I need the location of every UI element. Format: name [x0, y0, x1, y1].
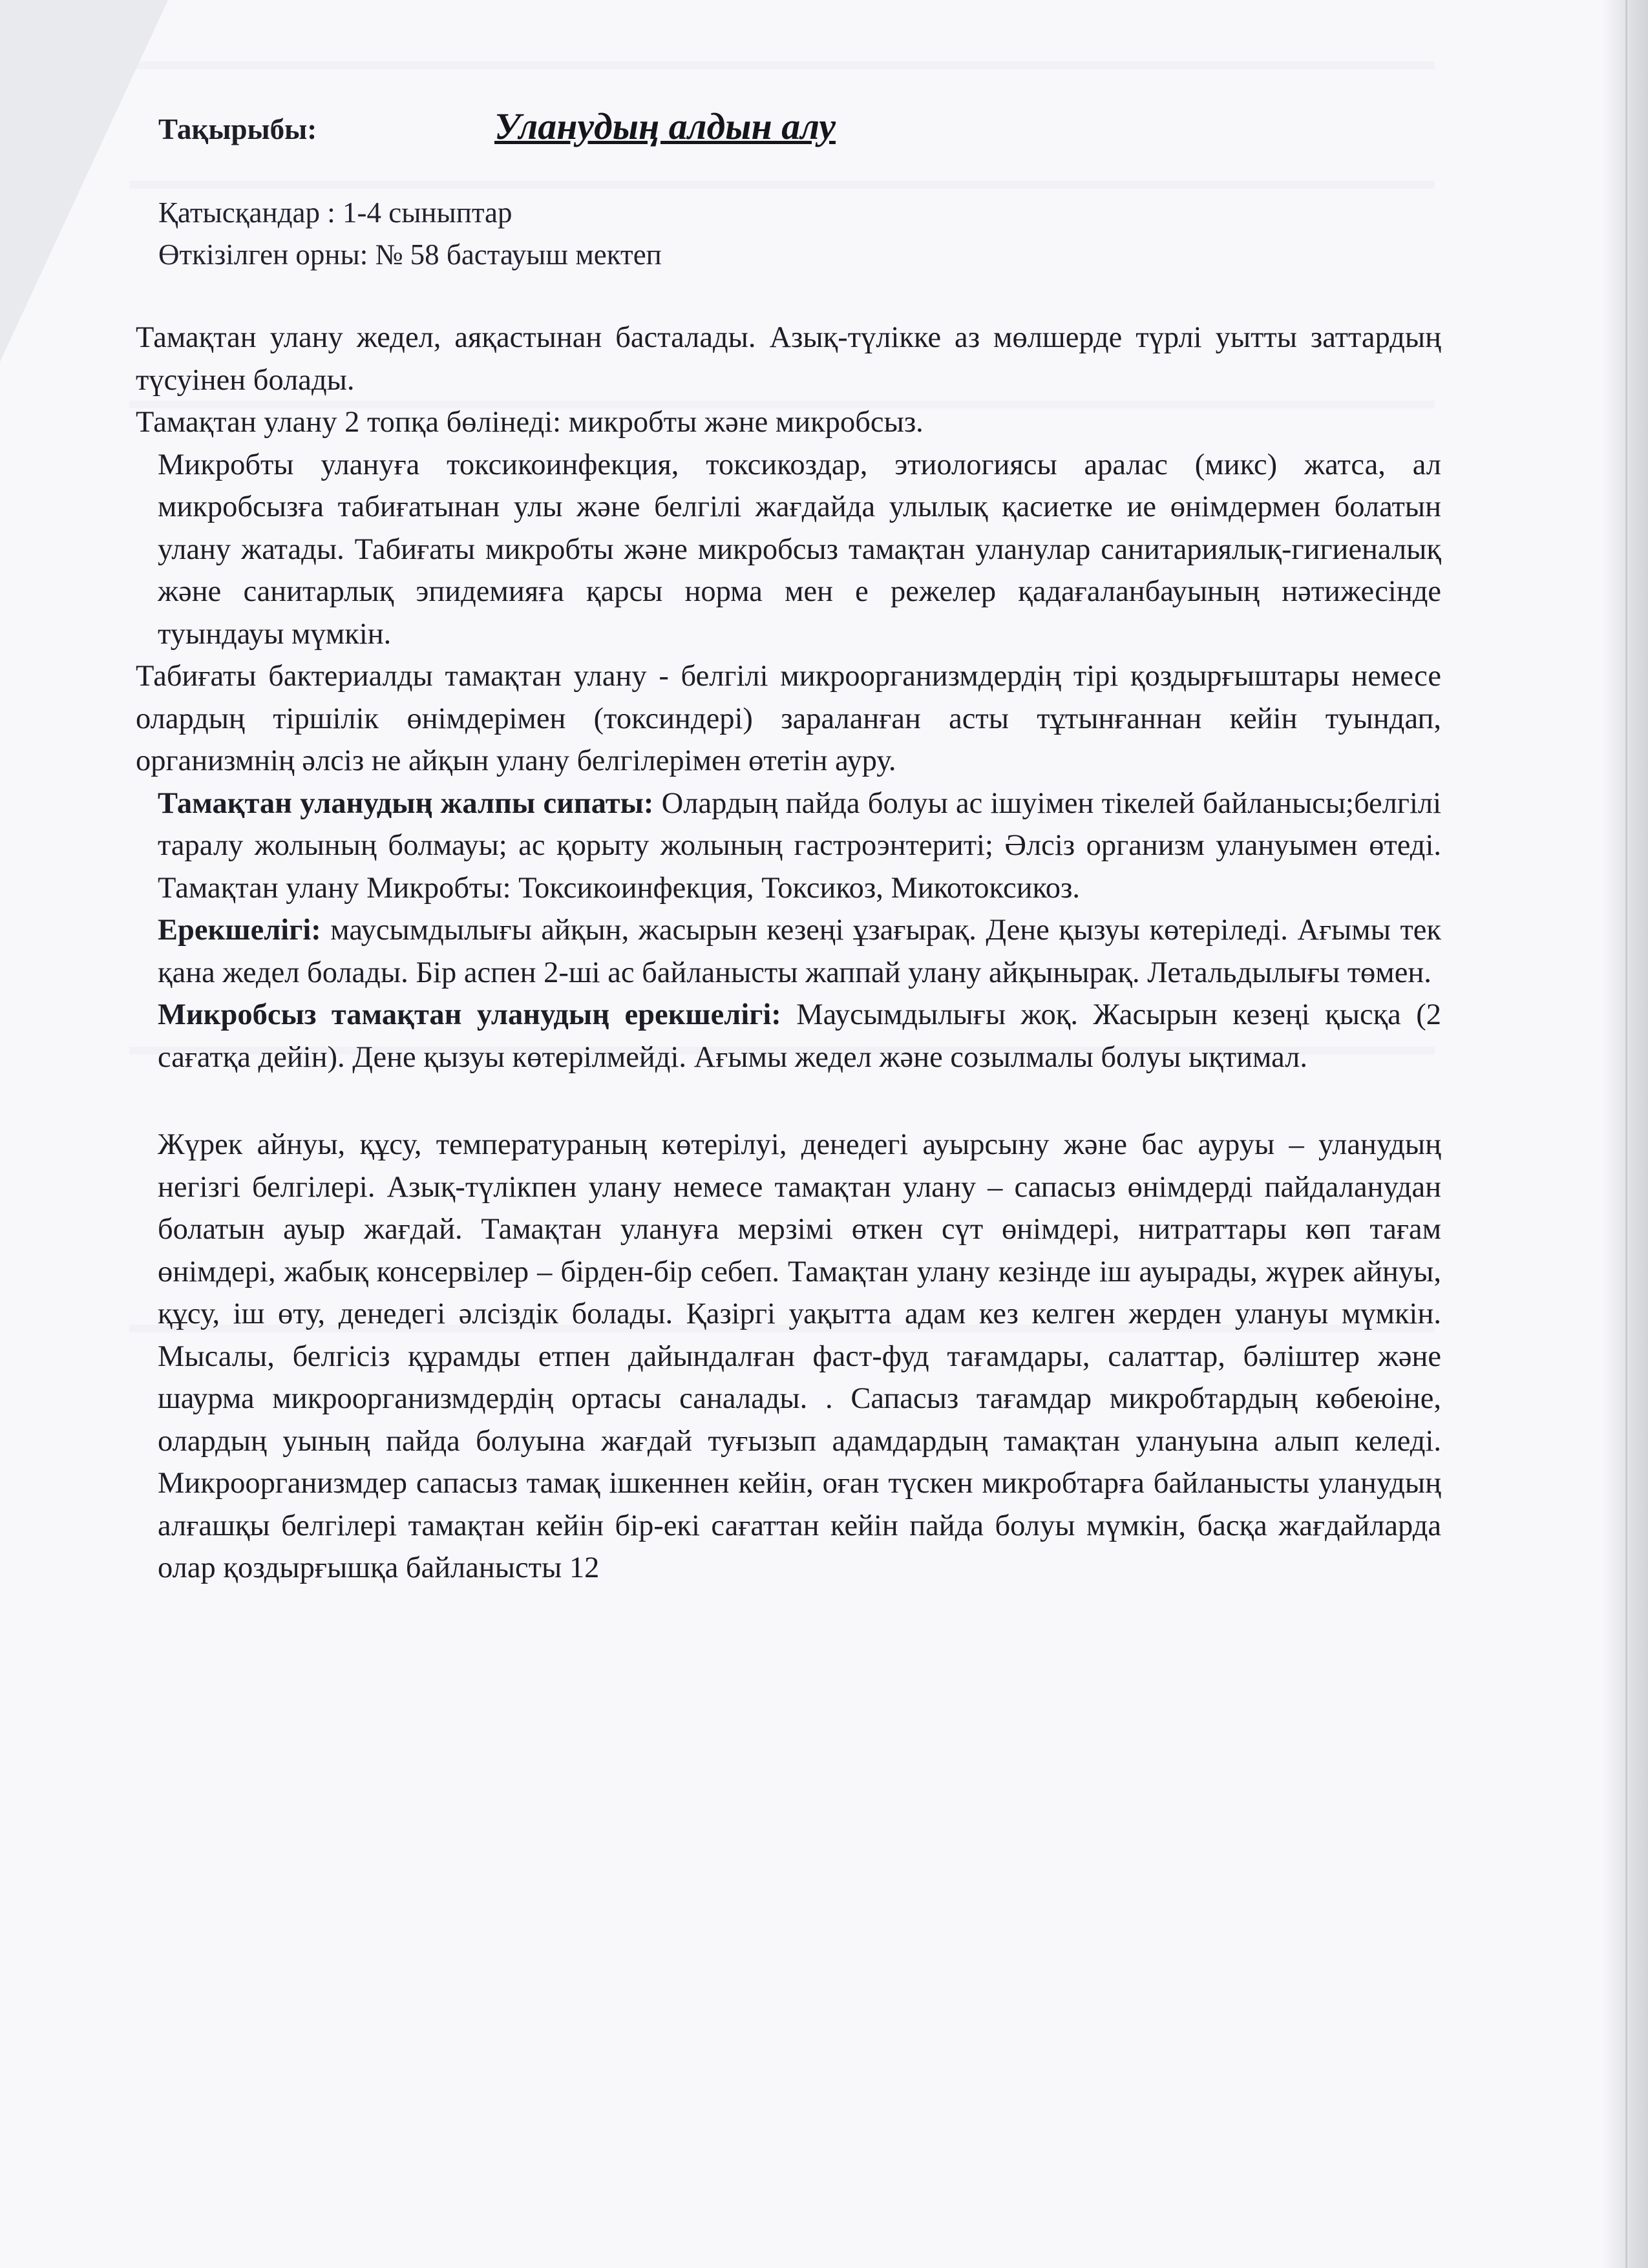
page-corner-fold [0, 0, 168, 362]
paragraph-microbial: Микробты улануға токсикоинфекция, токсикоздар, этиологиясы аралас (микс) жатса, ал микробсызға табиғатынан улы және белгілі жағдайда улылық қасиетке ие өнімдермен болатын улану жатады. Табиғаты микробты және микробсыз тамақтан уланулар санитариялық-гигиеналық және санитарлық эпидемияға қарсы норма мен е режелер қадағаланбауының нәтижесінде туындауы мүмкін. [158, 448, 1441, 651]
bleed-through [129, 61, 1435, 69]
features-heading: Ерекшелігі: [158, 914, 321, 947]
general-character-heading: Тамақтан уланудың жалпы сипаты: [158, 786, 654, 820]
topic-label: Тақырыбы: [158, 113, 317, 145]
nonmicrobial-features-text: Маусымдылығы жоқ. Жасырын кезеңі қысқа (2 сағатқа дейін). Дене қызуы көтерілмейді. Ағымы жедел және созылмалы болуы ықтимал. [158, 998, 1441, 1074]
paragraph-general-character [136, 782, 1441, 910]
paragraph-nonmicrobial-features [136, 994, 1441, 1078]
paragraph-symptoms: Жүрек айнуы, құсу, температураның көтерілуі, денедегі ауырсыну және бас ауруы – уланудың негізгі белгілері. Азық-түлікпен улану немесе тамақтан улану – сапасыз өнімдерді пайдаланудан болатын ауыр жағдай. Тамақтан улануға мерзімі өткен сүт өнімдері, нитраттары көп тағам өнімдері, жабық консервілер – бірден-бір себеп. Тамақтан улану кезінде іш ауырады, жүрек айнуы, құсу, іш өту, денедегі әлсіздік болады. Қазіргі уақытта адам кез келген жерден улануы мүмкін. Мысалы, белгісіз құрамды етпен дайындалған фаст-фуд тағамдары, салаттар, бәліштер және шаурма микроорганизмдердің ортасы саналады. . Сапасыз тағамдар микробтардың көбеюіне, олардың уының пайда болуына жағдай туғызып адамдардың тамақтан улануына алып келеді. Микроорганизмдер сапасыз тамақ ішкеннен кейін, оған түскен микробтарға байланысты уланудың алғашқы белгілері тамақтан кейін бір-екі сағаттан кейін пайда болуы мүмкін, басқа жағдайларда олар қоздырғышқа байланысты 12 [158, 1128, 1441, 1584]
general-character-text: Олардың пайда болуы ас ішуімен тікелей байланысы;белгілі таралу жолының болмауы; ас қорыту жолының гастроэнтериті; Әлсіз организм улануымен өтеді. Тамақтан улану Микробты: Токсикоинфекция, Токсикоз, Микотоксикоз. [158, 786, 1441, 905]
nonmicrobial-features-heading: Микробсыз тамақтан уланудың ерекшелігі: [158, 998, 781, 1031]
paragraph-groups: Тамақтан улану 2 топқа бөлінеді: микробты және микробсыз. [136, 406, 924, 439]
paragraph-bacterial: Табиғаты бактериалды тамақтан улану - белгілі микроорганизмдердің тірі қоздырғыштары немесе олардың тіршілік өнімдерімен (токсиндері) зараланған асты тұтынғаннан кейін туындап, организмнің әлсіз не айқын улану белгілерімен өтетін ауру. [136, 660, 1441, 777]
paragraph-onset: Тамақтан улану жедел, аяқастынан басталады. Азық-түлікке аз мөлшерде түрлі уытты заттардың түсуінен болады. [136, 321, 1441, 397]
topic-title: Уланудың алдын алу [494, 105, 836, 147]
sheet-edge-line [1625, 0, 1627, 2268]
participants-line: Қатысқандар : 1-4 сыныптар [158, 196, 512, 229]
document-body [136, 317, 1441, 1590]
features-text: маусымдылығы айқын, жасырын кезеңі ұзағырақ. Дене қызуы көтеріледі. Ағымы тек қана жедел болады. Бір аспен 2-ші ас байланысты жаппай улану айқынырақ. Летальдылығы төмен. [158, 914, 1441, 989]
paragraph-features [136, 909, 1441, 994]
bleed-through [129, 181, 1435, 189]
venue-line: Өткізілген орны: № 58 бастауыш мектеп [158, 238, 662, 271]
